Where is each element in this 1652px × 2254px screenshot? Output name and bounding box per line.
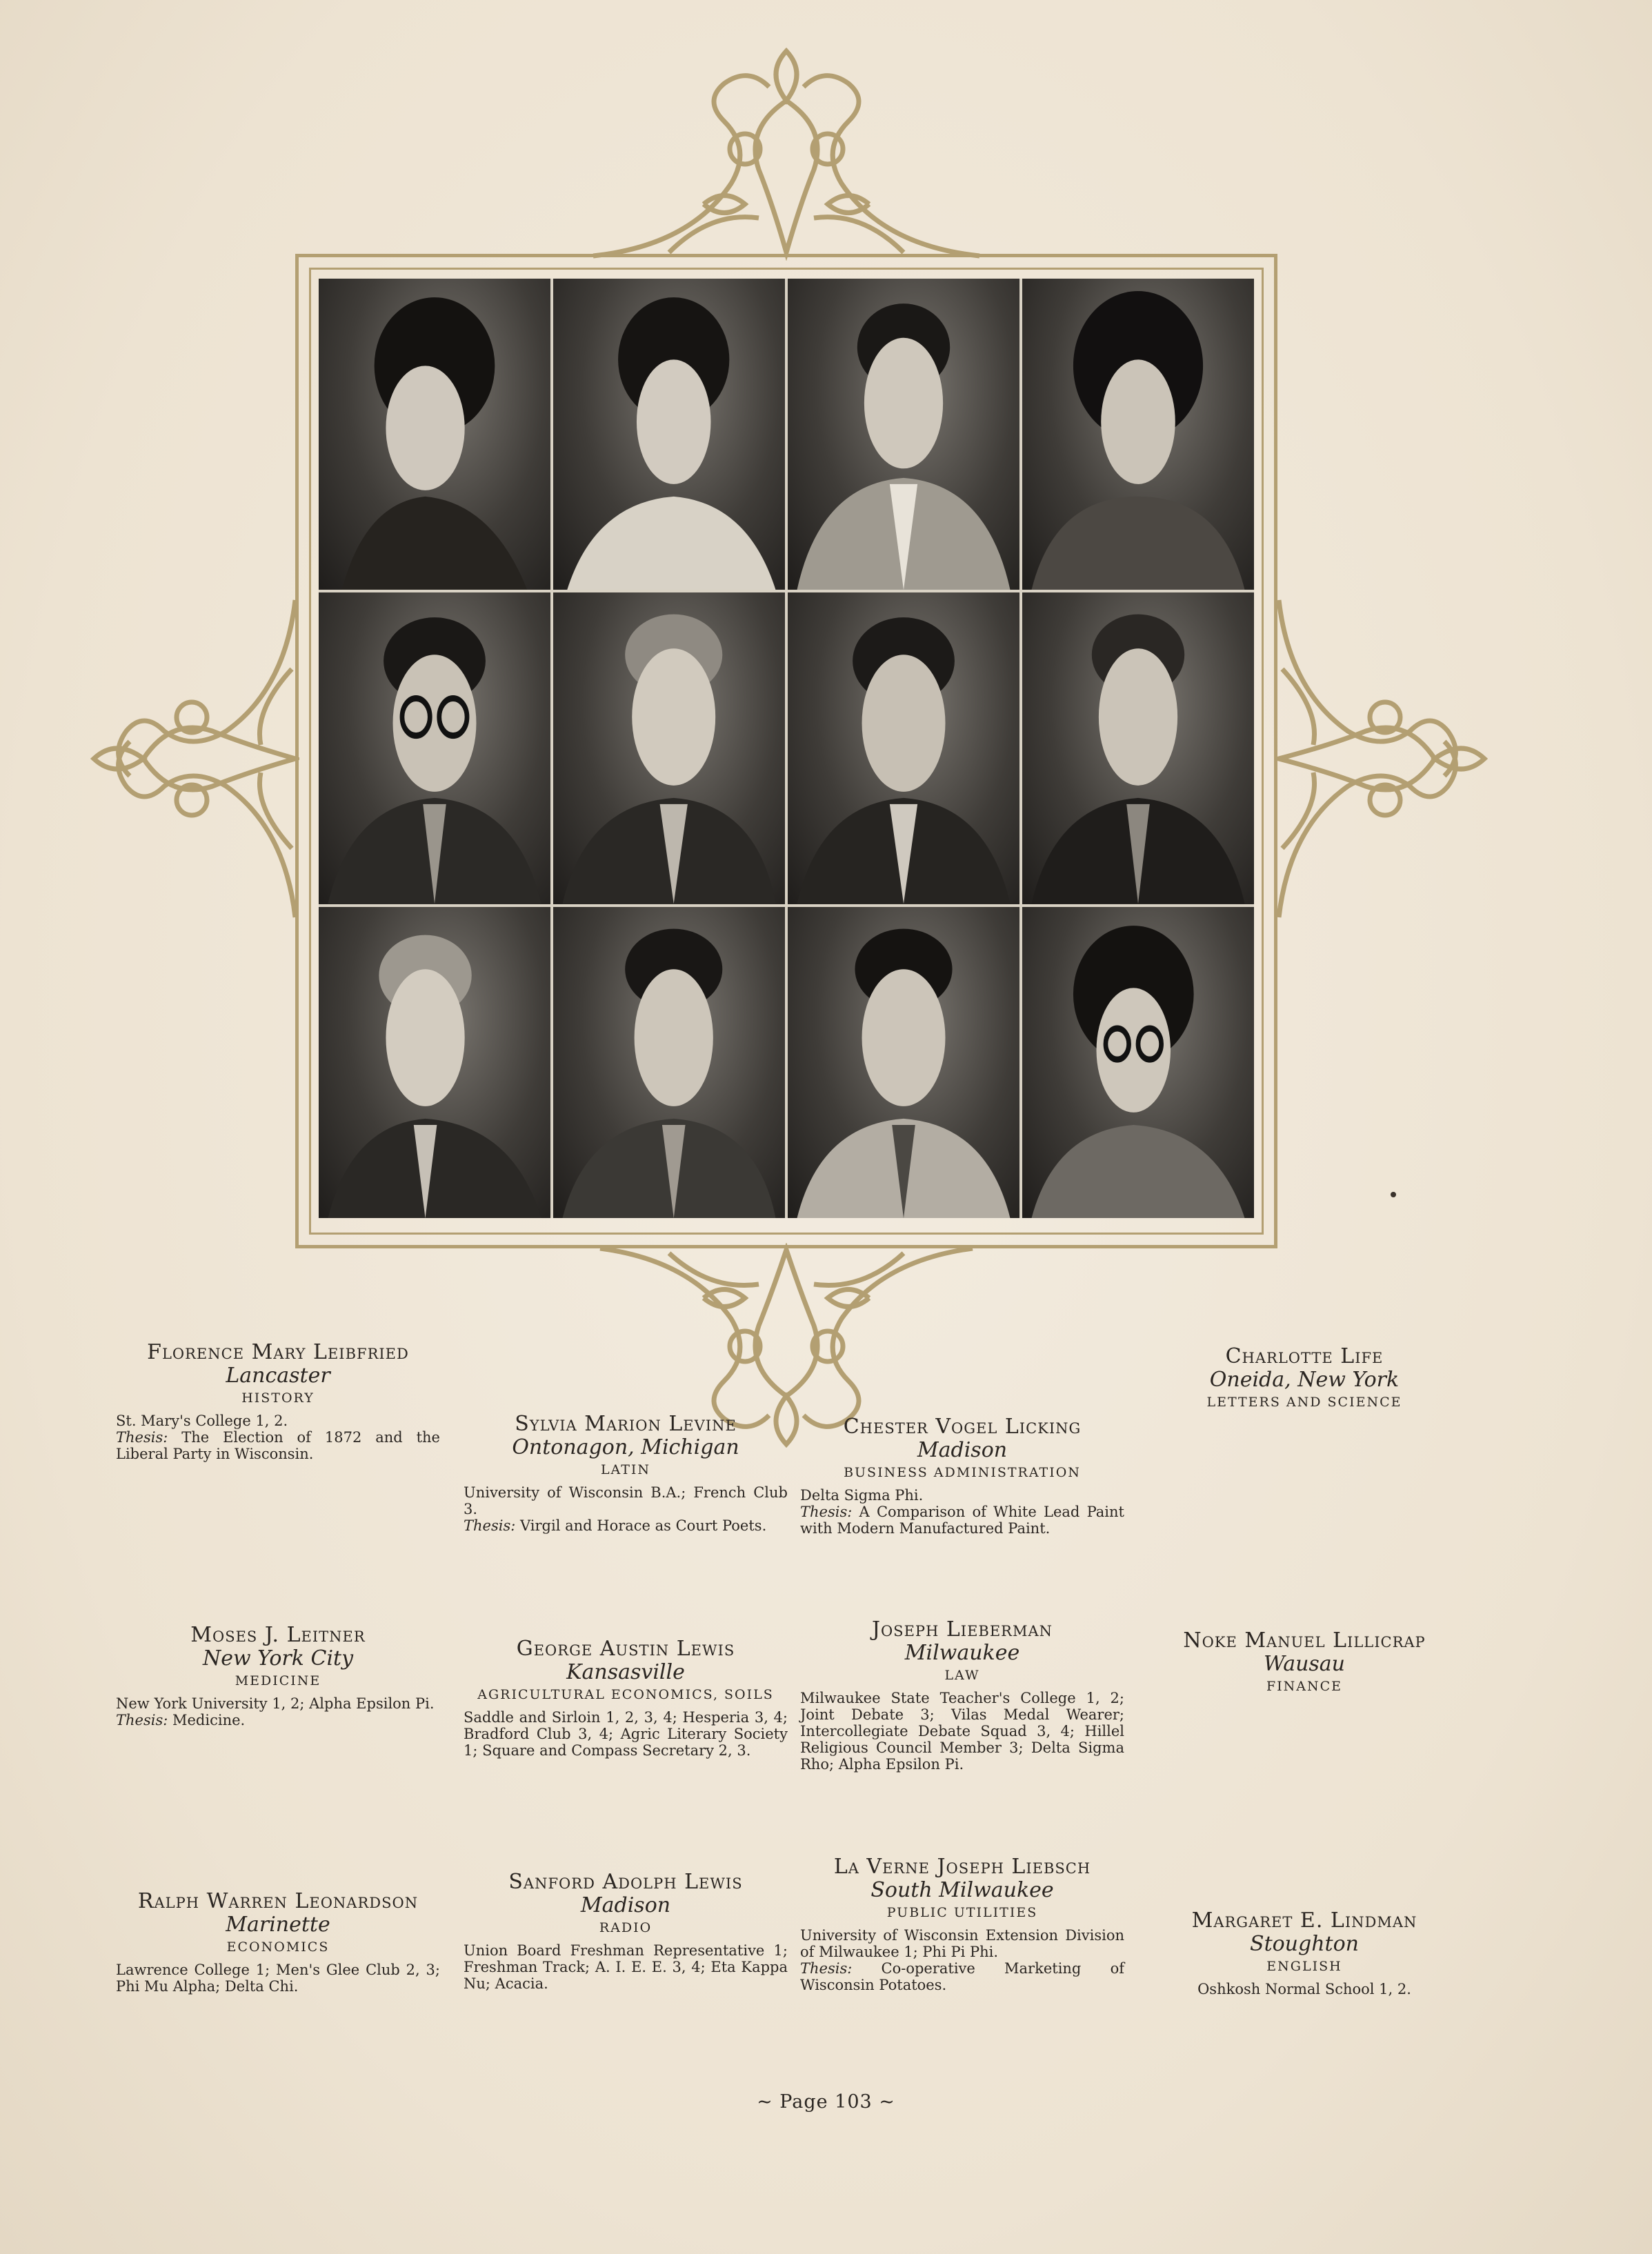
portrait-man-glasses-photo [319,592,550,904]
student-activities: University of Wisconsin Extension Division of Milwaukee 1; Phi Pi Phi. [800,1927,1124,1960]
portrait-woman-photo [553,279,785,590]
caption-sanford-lewis [464,1871,788,1992]
thesis-label: Thesis: [464,1517,516,1534]
student-hometown: Kansasville [566,1660,685,1684]
thesis-label: Thesis: [116,1429,168,1446]
student-activities: Union Board Freshman Representative 1; Freshman Track; A. I. E. E. 3, 4; Eta Kappa Nu; Acacia. [464,1942,788,1992]
student-major: PUBLIC UTILITIES [886,1905,1038,1920]
student-major: ECONOMICS [226,1939,330,1955]
student-activities: Lawrence College 1; Men's Glee Club 2, 3; Phi Mu Alpha; Delta Chi. [116,1962,440,1995]
student-name: George Austin Lewis [516,1637,735,1661]
student-major: MEDICINE [235,1673,321,1688]
portrait-man-photo [788,279,1019,590]
student-thesis [464,1517,788,1534]
caption-levine [464,1413,788,1534]
thesis-label: Thesis: [800,1960,853,1977]
student-activities: St. Mary's College 1, 2. [116,1413,288,1429]
student-name: La Verne Joseph Liebsch [833,1855,1091,1879]
caption-lindman [1142,1909,1466,1997]
student-name: Florence Mary Leibfried [147,1340,409,1364]
student-thesis [116,1429,440,1462]
student-major: LATIN [600,1462,651,1477]
student-name: Chester Vogel Licking [843,1415,1082,1439]
caption-leonardson [116,1890,440,1995]
student-activities: University of Wisconsin B.A.; French Club 3. [464,1484,788,1517]
portrait-man-photo [788,592,1019,904]
portrait-woman-photo [1022,279,1254,590]
caption-life [1142,1345,1466,1417]
student-name: Ralph Warren Leonardson [137,1889,419,1913]
portrait-man-photo [319,907,550,1218]
student-major: AGRICULTURAL ECONOMICS, SOILS [477,1687,774,1702]
student-hometown: Madison [580,1893,671,1917]
student-major: RADIO [599,1920,653,1935]
student-activities: New York University 1, 2; Alpha Epsilon Pi. [116,1695,435,1712]
student-hometown: Wausau [1263,1652,1346,1676]
student-name: Sylvia Marion Levine [515,1412,737,1436]
student-hometown: Madison [917,1438,1008,1462]
student-major: HISTORY [241,1390,315,1406]
student-thesis [800,1960,1124,1993]
student-hometown: Ontonagon, Michigan [512,1435,739,1459]
student-hometown: New York City [202,1646,354,1670]
student-name: Noke Manuel Lillicrap [1183,1628,1426,1653]
student-major: LETTERS AND SCIENCE [1206,1395,1402,1410]
student-name: Charlotte Life [1225,1344,1384,1368]
thesis-title: Co-operative Marketing of Wisconsin Potatoes. [800,1960,1124,1993]
caption-leibfried [116,1341,440,1462]
thesis-label: Thesis: [800,1504,853,1520]
portrait-man-photo [1022,592,1254,904]
student-activities: Milwaukee State Teacher's College 1, 2; Joint Debate 3; Vilas Medal Wearer; Intercollegiate Debate Squad 3, 4; Hillel Religious Council Member 3; Delta Sigma Rho; Alpha Epsilon Pi. [800,1690,1124,1773]
student-major: FINANCE [1266,1679,1343,1694]
portrait-woman-photo [319,279,550,590]
student-name: Sanford Adolph Lewis [508,1870,743,1894]
caption-lillicrap [1142,1629,1466,1701]
top-ornament-icon [586,46,986,261]
student-hometown: Oneida, New York [1209,1368,1400,1392]
thesis-title: A Comparison of White Lead Paint with Modern Manufactured Paint. [800,1504,1124,1537]
thesis-title: Medicine. [172,1712,246,1728]
caption-leitner [116,1624,440,1728]
student-name: Joseph Lieberman [871,1617,1053,1642]
student-name: Moses J. Leitner [190,1623,366,1647]
student-activities: Saddle and Sirloin 1, 2, 3, 4; Hesperia 3, 4; Bradford Club 3, 4; Agric Literary Society 1; Square and Compass Secretary 2, 3. [464,1709,788,1759]
student-name: Margaret E. Lindman [1191,1908,1417,1933]
caption-lieberman [800,1618,1124,1773]
caption-liebsch [800,1855,1124,1993]
student-hometown: Marinette [226,1913,330,1937]
caption-licking [800,1415,1124,1537]
student-hometown: Stoughton [1250,1932,1359,1956]
caption-george-lewis [464,1637,788,1759]
page-number: ~ Page 103 ~ [757,2091,895,2113]
student-activities: Oshkosh Normal School 1, 2. [1197,1981,1411,1997]
student-major: BUSINESS ADMINISTRATION [844,1465,1081,1480]
student-thesis [800,1504,1124,1537]
thesis-label: Thesis: [116,1712,168,1728]
student-major: ENGLISH [1266,1959,1342,1974]
thesis-title: Virgil and Horace as Court Poets. [520,1517,767,1534]
student-activities: Delta Sigma Phi. [800,1487,924,1504]
student-major: LAW [944,1668,980,1683]
portrait-man-photo [553,592,785,904]
portrait-man-photo [553,907,785,1218]
print-speck [1391,1192,1396,1197]
portrait-woman-glasses-photo [1022,907,1254,1218]
portrait-grid [319,279,1254,1218]
student-hometown: Lancaster [226,1364,330,1388]
student-thesis [116,1712,440,1728]
student-hometown: Milwaukee [904,1641,1020,1665]
thesis-title: The Election of 1872 and the Liberal Party in Wisconsin. [116,1429,440,1462]
portrait-man-photo [788,907,1019,1218]
right-ornament-icon [1275,593,1490,924]
student-hometown: South Milwaukee [870,1878,1054,1902]
left-ornament-icon [88,593,299,924]
